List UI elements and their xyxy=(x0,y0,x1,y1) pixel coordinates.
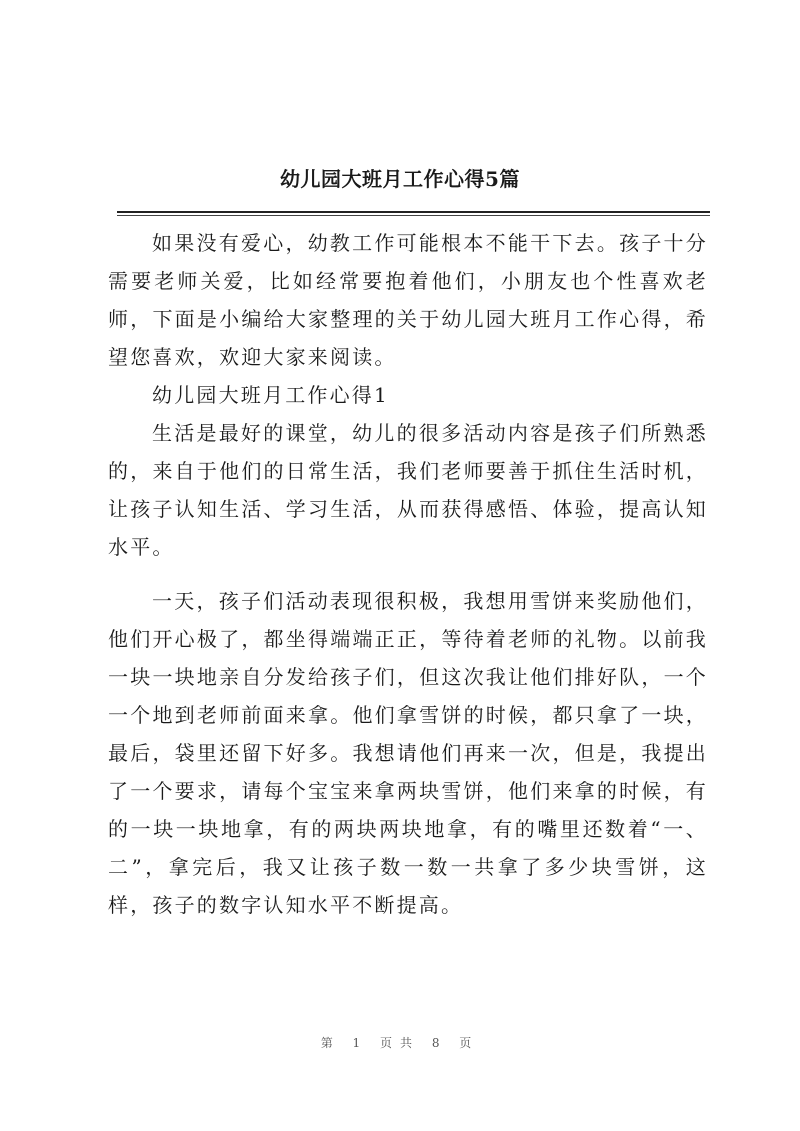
section-heading: 幼儿园大班月工作心得1 xyxy=(152,383,389,407)
page-title: 幼儿园大班月工作心得5篇 xyxy=(280,167,520,191)
title-divider-thin xyxy=(117,215,710,216)
intro-paragraph: 如果没有爱心，幼教工作可能根本不能干下去。孩子十分需要老师关爱，比如经常要抱着他们，小朋友也个性喜欢老师，下面是小编给大家整理的关于幼儿园大班月工作心得，希望您喜欢，欢迎大家来阅读。 xyxy=(108,231,708,369)
body-paragraph: 一天，孩子们活动表现很积极，我想用雪饼来奖励他们，他们开心极了，都坐得端端正正，等待着老师的礼物。以前我一块一块地亲自分发给孩子们，但这次我让他们排好队，一个一个地到老师前面来拿。他们拿雪饼的时候，都只拿了一块，最后，袋里还留下好多。我想请他们再来一次，但是，我提出了一个要求，请每个宝宝来拿两块雪饼，他们来拿的时候，有的一块一块地拿，有的两块两块地拿，有的嘴里还数着“一、二”，拿完后，我又让孩子数一数一共拿了多少块雪饼，这样，孩子的数字认知水平不断提高。 xyxy=(108,589,708,917)
title-divider-thick xyxy=(117,211,710,213)
body-paragraph: 生活是最好的课堂，幼儿的很多活动内容是孩子们所熟悉的，来自于他们的日常生活，我们老师要善于抓住生活时机，让孩子认知生活、学习生活，从而获得感悟、体验，提高认知水平。 xyxy=(108,421,708,559)
page-footer: 第 1 页共 8 页 xyxy=(320,1036,480,1050)
document-body xyxy=(108,224,708,924)
